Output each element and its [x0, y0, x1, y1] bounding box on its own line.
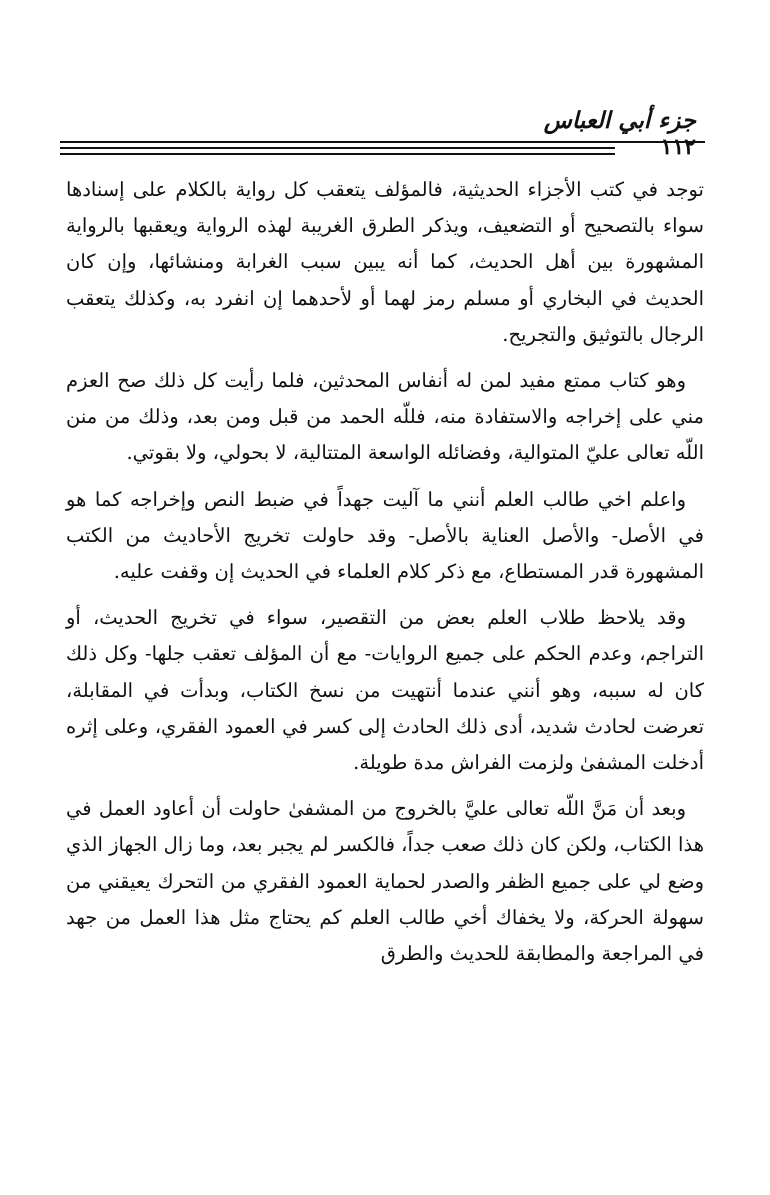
header-rule-middle — [60, 147, 615, 149]
paragraph: توجد في كتب الأجزاء الحديثية، فالمؤلف يتعقب كل رواية بالكلام على إسنادها سواء بالتصحيح أو التضعيف، ويذكر الطرق الغريبة لهذه الرواية ويعقبها بالرواية المشهورة بين أهل الحديث، كما أنه يبين سبب الغرابة ومنشائها، وإن كان الحديث في البخاري أو مسلم رمز لهما أو لأحدهما إن انفرد به، وكذلك يتعقب الرجال بالتوثيق والتجريح. — [66, 178, 704, 346]
paragraph: وبعد أن مَنَّ اللّه تعالى عليَّ بالخروج من المشفىٰ حاولت أن أعاود العمل في هذا الكتاب، ولكن كان ذلك صعب جداً، فالكسر لم يجبر بعد، وما زال الجهاز الذي وضع لي على جميع الظفر والصدر لحماية العمود الفقري من التحرك يعيقني من سهولة الحركة، ولا يخفاك أخي طالب العلم كم يحتاج مثل هذا العمل من جهد في المراجعة والمطابقة للحديث والطرق — [66, 797, 704, 966]
body-text — [66, 172, 704, 982]
running-title: جزء أبي العباس — [543, 107, 696, 134]
paragraph: واعلم اخي طالب العلم أنني ما آليت جهداً في ضبط النص وإخراجه كما هو في الأصل- والأصل العناية بالأصل- وقد حاولت تخريج الأحاديث من الكتب المشهورة قدر المستطاع، مع ذكر كلام العلماء في الحديث إن وقفت عليه. — [66, 487, 704, 584]
paragraph: وقد يلاحظ طلاب العلم بعض من التقصير، سواء في تخريج الحديث، أو التراجم، وعدم الحكم على جميع الروايات- مع أن المؤلف تعقب جلها- وكل ذلك كان له سببه، وهو أنني عندما أنتهيت من نسخ الكتاب، وبدأت في المقابلة، تعرضت لحادث شديد، أدى ذلك الحادث إلى كسر في العمود الفقري، وعلى إثره أدخلت المشفىٰ ولزمت الفراش مدة طويلة. — [66, 606, 704, 775]
page-number: ١١٢ — [660, 134, 696, 160]
paragraph: وهو كتاب ممتع مفيد لمن له أنفاس المحدثين، فلما رأيت كل ذلك صح العزم مني على إخراجه والاستفادة منه، فللّه الحمد من قبل ومن بعد، وذلك من منن اللّه تعالى عليّ المتوالية، وفضائله الواسعة المتتالية، لا بحولي، ولا بقوتي. — [66, 369, 704, 465]
header-rule-bottom — [60, 153, 615, 155]
header-rule-top — [60, 141, 705, 143]
